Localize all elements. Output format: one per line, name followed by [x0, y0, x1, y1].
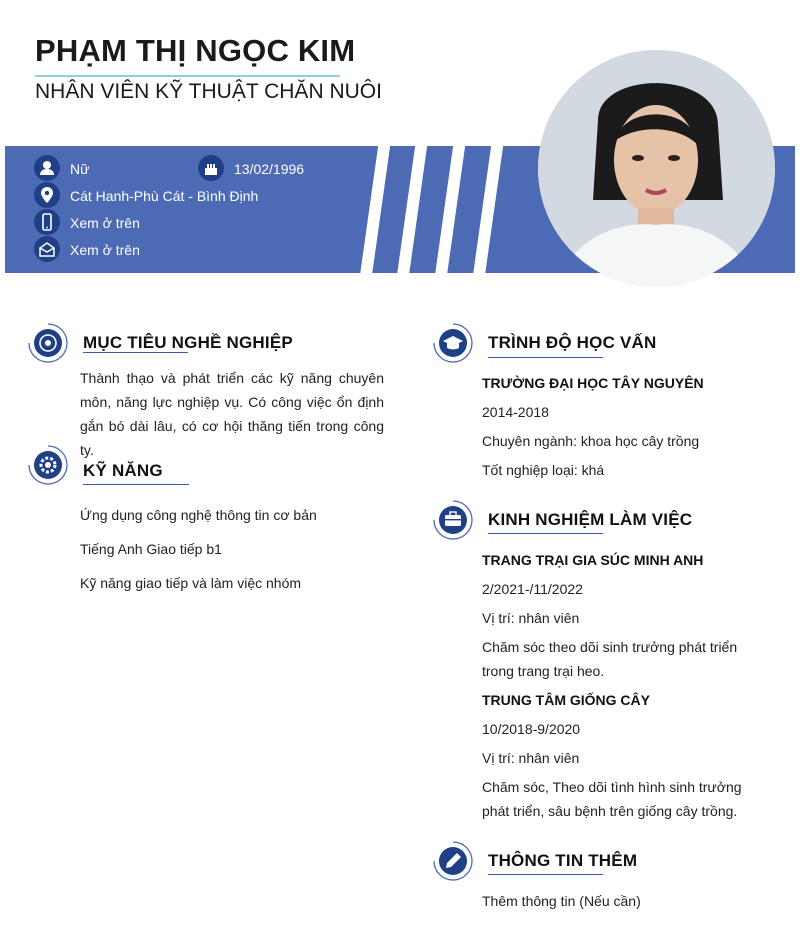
section-underline [83, 484, 189, 485]
skill-item: Kỹ năng giao tiếp và làm việc nhóm [80, 575, 302, 591]
stripe-decoration [396, 146, 428, 273]
name-underline [35, 75, 340, 77]
education-grade: Tốt nghiệp loại: khá [482, 462, 605, 478]
additional-info-text: Thêm thông tin (Nếu cần) [482, 893, 641, 909]
profile-photo [538, 50, 775, 287]
gear-icon [28, 445, 68, 485]
job-period: 10/2018-9/2020 [482, 721, 581, 737]
experience-title: KINH NGHIỆM LÀM VIỆC [488, 510, 693, 529]
briefcase-icon [433, 500, 473, 540]
school-name: TRƯỜNG ĐẠI HỌC TÂY NGUYÊN [482, 375, 704, 391]
pencil-icon [433, 841, 473, 881]
birthday-value: 13/02/1996 [234, 161, 305, 177]
location-pin-icon [34, 182, 60, 208]
job-position: Vị trí: nhân viên [482, 750, 580, 766]
education-period: 2014-2018 [482, 404, 549, 420]
person-icon [34, 155, 60, 181]
birthday-cake-icon [198, 155, 224, 181]
section-underline [83, 352, 188, 353]
job-company: TRUNG TÂM GIỐNG CÂY [482, 692, 650, 708]
skill-item: Ứng dụng công nghệ thông tin cơ bản [80, 507, 317, 523]
graduation-cap-icon [433, 323, 473, 363]
stripe-decoration [434, 146, 466, 273]
phone-value: Xem ở trên [70, 215, 140, 231]
additional-info-title: THÔNG TIN THÊM [488, 851, 638, 870]
target-icon [28, 323, 68, 363]
stripe-decoration [472, 146, 504, 273]
job-company: TRANG TRẠI GIA SÚC MINH ANH [482, 552, 704, 568]
objective-text: Thành thạo và phát triển các kỹ năng chuyên môn, năng lực nghiệp vụ. Có công việc ổn định gắn bó dài lâu, có cơ hội thăng tiến trong công ty. [80, 370, 384, 458]
gender-value: Nữ [70, 161, 90, 177]
address-value: Cát Hanh-Phù Cát - Bình Định [70, 188, 259, 204]
section-underline [488, 874, 603, 875]
job-position: Vị trí: nhân viên [482, 610, 580, 626]
candidate-name: PHẠM THỊ NGỌC KIM [35, 33, 356, 68]
section-underline [488, 533, 603, 534]
skill-item: Tiếng Anh Giao tiếp b1 [80, 541, 222, 557]
job-title: NHÂN VIÊN KỸ THUẬT CHĂN NUÔI [35, 80, 382, 103]
education-major: Chuyên ngành: khoa học cây trồng [482, 433, 700, 449]
stripe-decoration [359, 146, 391, 273]
email-value: Xem ở trên [70, 242, 140, 258]
email-icon [34, 236, 60, 262]
job-description: Chăm sóc theo dõi sinh trưởng phát triển trong trang trại heo. [482, 639, 738, 679]
skills-title: KỸ NĂNG [83, 461, 163, 480]
objective-title: MỤC TIÊU NGHỀ NGHIỆP [83, 333, 293, 352]
job-description: Chăm sóc, Theo dõi tình hình sinh trưởng phát triển, sâu bệnh trên giống cây trồng. [482, 779, 742, 819]
phone-icon [34, 209, 60, 235]
education-title: TRÌNH ĐỘ HỌC VẤN [488, 333, 657, 352]
job-period: 2/2021-/11/2022 [482, 581, 583, 597]
section-underline [488, 357, 603, 358]
